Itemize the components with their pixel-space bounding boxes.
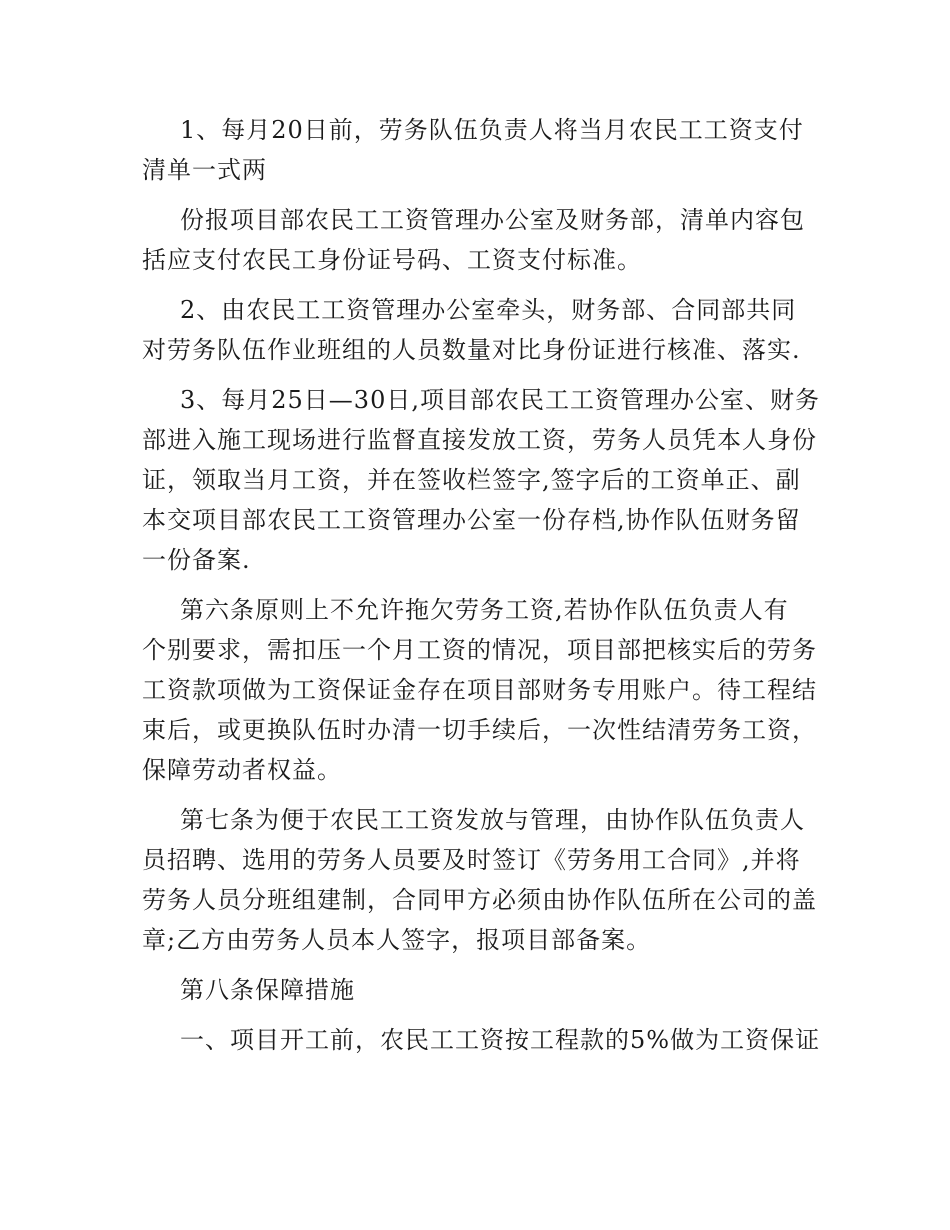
text-line: 保障劳动者权益。 <box>142 756 342 784</box>
text-line: 括应支付农民工身份证号码、工资支付标准。 <box>142 246 642 274</box>
paragraph-payment-distribution <box>142 380 820 580</box>
text-line: 工资款项做为工资保证金存在项目部财务专用账户。待工程结 <box>142 676 817 704</box>
text-line: 对劳务队伍作业班组的人员数量对比身份证进行核准、落实. <box>142 336 801 364</box>
paragraph-payment-list <box>142 110 812 190</box>
paragraph-measure-one <box>142 1020 821 1060</box>
text-line: 章;乙方由劳务人员本人签字，报项目部备案。 <box>142 926 652 954</box>
text-line: 劳务人员分班组建制，合同甲方必须由协作队伍所在公司的盖 <box>142 886 817 914</box>
text-line: 一份备案. <box>142 546 251 574</box>
paragraph-report-content <box>142 200 812 280</box>
text-line: 第八条保障措施 <box>180 976 355 1004</box>
paragraph-article-seven <box>142 800 817 960</box>
text-line: 本交项目部农民工工资管理办公室一份存档,协作队伍财务留 <box>142 506 801 534</box>
paragraph-article-eight-heading <box>142 970 812 1010</box>
text-line: 第六条原则上不允许拖欠劳务工资,若协作队伍负责人有 <box>180 596 789 624</box>
text-line: 一、项目开工前，农民工工资按工程款的5%做为工资保证 <box>180 1026 821 1054</box>
text-line: 份报项目部农民工工资管理办公室及财务部，清单内容包 <box>180 206 805 234</box>
text-line: 员招聘、选用的劳务人员要及时签订《劳务用工合同》,并将 <box>142 846 801 874</box>
text-line: 2、由农民工工资管理办公室牵头，财务部、合同部共同 <box>180 296 797 324</box>
text-line: 清单一式两 <box>142 156 267 184</box>
text-line: 第七条为便于农民工工资发放与管理，由协作队伍负责人 <box>180 806 805 834</box>
text-line: 证，领取当月工资，并在签收栏签字,签字后的工资单正、副 <box>142 466 801 494</box>
paragraph-article-six <box>142 590 817 790</box>
text-line: 个别要求，需扣压一个月工资的情况，项目部把核实后的劳务 <box>142 636 817 664</box>
text-line: 3、每月25日—30日,项目部农民工工资管理办公室、财务 <box>180 386 820 414</box>
document-page <box>142 110 821 1070</box>
text-line: 1、每月20日前，劳务队伍负责人将当月农民工工资支付 <box>180 116 804 144</box>
text-line: 束后，或更换队伍时办清一切手续后，一次性结清劳务工资， <box>142 716 817 744</box>
text-line: 部进入施工现场进行监督直接发放工资，劳务人员凭本人身份 <box>142 426 817 454</box>
paragraph-verification <box>142 290 812 370</box>
